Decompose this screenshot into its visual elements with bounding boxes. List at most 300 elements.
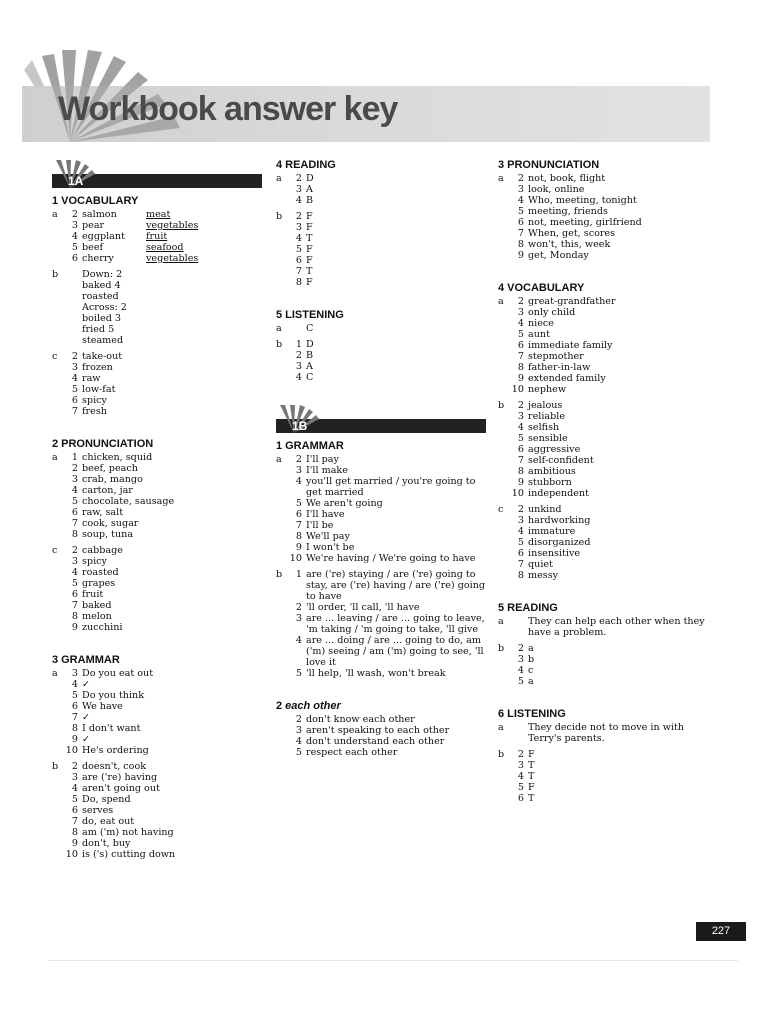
item-number: 6	[71, 701, 78, 712]
item-number: 3	[71, 668, 78, 679]
item-answer: F	[528, 749, 535, 760]
answer-item	[510, 676, 718, 687]
answer-item	[510, 250, 718, 261]
answer-item	[288, 498, 486, 509]
answer-item	[510, 184, 718, 195]
item-number: 7	[517, 351, 524, 362]
exercise-items	[510, 173, 718, 261]
answer-section	[498, 603, 718, 687]
item-answer: F	[306, 277, 313, 288]
item-answer: are ('re) having	[82, 772, 158, 783]
answer-item	[64, 362, 262, 373]
item-category: seafood	[146, 242, 184, 253]
item-answer: ✓	[82, 712, 91, 723]
item-answer: are ... doing / are ... going to do, am ('m) seeing / am ('m) going to see, 'll love it	[306, 635, 484, 668]
exercise-letter: b	[276, 339, 283, 350]
exercise-letter: b	[276, 569, 283, 580]
item-number: 10	[65, 849, 78, 860]
section-heading	[498, 160, 718, 171]
item-answer: roasted	[82, 567, 119, 578]
item-answer: chicken, squid	[82, 452, 153, 463]
unit-header	[52, 160, 262, 194]
answer-item	[510, 515, 718, 526]
answer-item	[510, 466, 718, 477]
answer-item	[64, 745, 262, 756]
answer-item	[510, 422, 718, 433]
item-answer: c	[528, 665, 534, 676]
item-number: 8	[295, 277, 302, 288]
answer-item	[64, 668, 262, 679]
item-answer: raw, salt	[82, 507, 124, 518]
item-answer: grapes	[82, 578, 116, 589]
section-title: LISTENING	[285, 309, 344, 321]
item-number: 9	[71, 734, 78, 745]
answer-item	[64, 496, 262, 507]
item-answer: great-grandfather	[528, 296, 616, 307]
exercise-items	[510, 400, 718, 499]
item-answer: doesn't, cook	[82, 761, 147, 772]
item-number: 4	[71, 485, 78, 496]
section-number: 2	[276, 700, 283, 712]
item-answer: He's ordering	[82, 745, 149, 756]
item-number: 4	[295, 736, 302, 747]
item-number: 4	[517, 318, 524, 329]
unit-burst-icon	[52, 160, 132, 188]
item-answer: aren't speaking to each other	[306, 725, 450, 736]
item-number: 5	[295, 747, 302, 758]
answer-item	[510, 616, 718, 638]
answer-item	[64, 712, 262, 723]
answer-item	[64, 209, 262, 220]
section-number: 3	[52, 654, 59, 666]
answer-item	[510, 444, 718, 455]
answer-item	[288, 255, 486, 266]
item-number: 7	[71, 600, 78, 611]
item-number: 2	[517, 504, 524, 515]
answer-item	[510, 654, 718, 665]
page-number: 227	[696, 922, 746, 941]
item-answer: you'll get married / you're going to get married	[306, 476, 476, 498]
item-answer: serves	[82, 805, 114, 816]
section-heading	[498, 709, 718, 720]
item-number	[510, 722, 528, 744]
answer-section	[52, 196, 262, 417]
item-answer: reliable	[528, 411, 566, 422]
item-answer: extended family	[528, 373, 606, 384]
item-number: 4	[71, 679, 78, 690]
answer-item	[510, 373, 718, 384]
section-number: 5	[276, 309, 283, 321]
exercise	[276, 339, 486, 383]
answer-item	[288, 569, 486, 602]
item-answer: A	[306, 184, 313, 195]
answer-item	[510, 362, 718, 373]
item-number: 6	[517, 444, 524, 455]
item-answer: I'll be	[306, 520, 334, 531]
item-answer: stepmother	[528, 351, 584, 362]
column-1	[52, 160, 262, 882]
item-answer: I'll have	[306, 509, 345, 520]
answer-item	[510, 206, 718, 217]
item-number: 2	[71, 545, 78, 556]
answer-item	[288, 244, 486, 255]
answer-item	[64, 794, 262, 805]
section-heading	[276, 160, 486, 171]
item-number	[64, 269, 82, 302]
item-answer: not, book, flight	[528, 173, 606, 184]
item-answer: Who, meeting, tonight	[528, 195, 637, 206]
item-answer: D	[306, 339, 314, 350]
answer-item	[64, 253, 262, 264]
answer-item	[510, 433, 718, 444]
item-answer: independent	[528, 488, 589, 499]
item-answer: respect each other	[306, 747, 398, 758]
item-number: 9	[517, 250, 524, 261]
item-answer: spicy	[82, 395, 107, 406]
exercise-letter: b	[52, 269, 59, 280]
item-answer: selfish	[528, 422, 560, 433]
answer-item	[510, 477, 718, 488]
item-answer: I'll make	[306, 465, 348, 476]
column-2	[276, 160, 486, 780]
item-number: 2	[71, 209, 78, 220]
item-answer: aunt	[528, 329, 550, 340]
item-number: 2	[295, 173, 302, 184]
item-answer: Do, spend	[82, 794, 131, 805]
answer-item	[288, 372, 486, 383]
item-number: 5	[71, 690, 78, 701]
answer-item	[64, 761, 262, 772]
item-number: 10	[511, 488, 524, 499]
answer-item	[288, 173, 486, 184]
item-category: vegetables	[146, 253, 199, 264]
item-number: 8	[295, 531, 302, 542]
exercise-letter: b	[498, 643, 505, 654]
item-answer: immediate family	[528, 340, 613, 351]
item-answer: I'll pay	[306, 454, 339, 465]
item-number: 5	[71, 242, 78, 253]
item-number: 5	[71, 384, 78, 395]
item-answer: messy	[528, 570, 559, 581]
answer-item	[510, 411, 718, 422]
section-number: 2	[52, 438, 59, 450]
answer-section	[498, 283, 718, 581]
answer-item	[510, 760, 718, 771]
item-number: 8	[517, 362, 524, 373]
answer-item	[64, 395, 262, 406]
item-answer: stubborn	[528, 477, 572, 488]
answer-section	[52, 655, 262, 860]
item-answer: F	[528, 782, 535, 793]
exercise-items	[288, 454, 486, 564]
exercise	[498, 400, 718, 499]
exercise	[498, 643, 718, 687]
exercise-letter: c	[52, 545, 58, 556]
answer-item	[64, 384, 262, 395]
section-title: READING	[507, 602, 558, 614]
item-answer: F	[306, 222, 313, 233]
item-number: 2	[517, 173, 524, 184]
answer-item	[288, 635, 486, 668]
item-answer: insensitive	[528, 548, 581, 559]
unit-label: 1A	[68, 174, 84, 188]
item-answer: melon	[82, 611, 112, 622]
exercise	[276, 173, 486, 206]
item-answer: spicy	[82, 556, 107, 567]
answer-section	[276, 441, 486, 679]
item-answer: beef	[82, 242, 104, 253]
item-number: 6	[71, 589, 78, 600]
item-number: 5	[517, 433, 524, 444]
item-number: 6	[517, 340, 524, 351]
answer-item	[510, 296, 718, 307]
section-title: READING	[285, 159, 336, 171]
item-number: 4	[71, 567, 78, 578]
item-number: 6	[517, 548, 524, 559]
exercise-items	[64, 545, 262, 633]
item-number: 4	[71, 231, 78, 242]
item-number: 8	[71, 529, 78, 540]
exercise-letter: a	[498, 173, 504, 184]
answer-item	[288, 211, 486, 222]
exercise-letter: b	[276, 211, 283, 222]
item-number: 4	[517, 526, 524, 537]
item-answer: They decide not to move in with Terry's parents.	[528, 722, 685, 744]
item-answer: low-fat	[82, 384, 116, 395]
item-number: 10	[65, 745, 78, 756]
answer-item	[288, 542, 486, 553]
answer-item	[510, 340, 718, 351]
answer-section	[276, 310, 486, 383]
exercise-items	[510, 616, 718, 638]
answer-item	[64, 622, 262, 633]
exercise	[276, 211, 486, 288]
item-number: 5	[71, 496, 78, 507]
answer-item	[64, 600, 262, 611]
exercise	[52, 545, 262, 633]
item-number: 7	[71, 712, 78, 723]
answer-item	[288, 476, 486, 498]
item-answer: take-out	[82, 351, 123, 362]
answer-item	[510, 526, 718, 537]
item-answer: nephew	[528, 384, 567, 395]
answer-item	[288, 184, 486, 195]
answer-item	[64, 556, 262, 567]
section-title: LISTENING	[507, 708, 566, 720]
exercise	[276, 454, 486, 564]
answer-item	[64, 578, 262, 589]
exercise-items	[510, 296, 718, 395]
exercise	[52, 269, 262, 346]
section-title: VOCABULARY	[507, 282, 585, 294]
item-category: meat	[146, 209, 171, 220]
section-number: 1	[52, 195, 59, 207]
item-answer: zucchini	[82, 622, 123, 633]
answer-item	[64, 406, 262, 417]
answer-item	[510, 504, 718, 515]
item-number: 2	[295, 714, 302, 725]
item-answer: 'll order, 'll call, 'll have	[306, 602, 420, 613]
section-number: 4	[498, 282, 505, 294]
answer-section	[276, 160, 486, 288]
item-number: 7	[517, 228, 524, 239]
item-number: 2	[71, 351, 78, 362]
section-number: 1	[276, 440, 283, 452]
item-number: 5	[71, 794, 78, 805]
answer-item	[288, 725, 486, 736]
item-number: 2	[517, 400, 524, 411]
answer-item	[510, 559, 718, 570]
answer-item	[64, 269, 262, 302]
answer-item	[288, 350, 486, 361]
item-answer: Down: 2 baked 4 roasted	[82, 269, 123, 302]
item-number: 3	[295, 222, 302, 233]
answer-item	[64, 805, 262, 816]
unit-burst-icon	[276, 405, 356, 433]
answer-section	[52, 439, 262, 633]
exercise-letter: c	[498, 504, 504, 515]
answer-item	[64, 507, 262, 518]
section-heading	[276, 701, 486, 712]
exercise	[498, 722, 718, 744]
answer-item	[288, 339, 486, 350]
answer-item	[288, 714, 486, 725]
item-answer: not, meeting, girlfriend	[528, 217, 642, 228]
item-number: 5	[295, 498, 302, 509]
section-heading	[52, 655, 262, 666]
exercise	[52, 452, 262, 540]
item-answer: soup, tuna	[82, 529, 134, 540]
item-number: 5	[517, 782, 524, 793]
exercise-items	[64, 269, 262, 346]
exercise	[276, 714, 486, 758]
item-answer: I won't be	[306, 542, 355, 553]
answer-item	[64, 783, 262, 794]
item-number: 5	[517, 206, 524, 217]
exercise-letter: a	[52, 452, 58, 463]
item-number: 6	[295, 255, 302, 266]
answer-item	[64, 529, 262, 540]
item-answer: cherry	[82, 253, 114, 264]
answer-item	[64, 231, 262, 242]
item-answer: I don't want	[82, 723, 141, 734]
answer-item	[510, 307, 718, 318]
item-number: 4	[295, 372, 302, 383]
item-answer: carton, jar	[82, 485, 133, 496]
item-answer: hardworking	[528, 515, 591, 526]
item-number: 8	[517, 239, 524, 250]
item-number: 3	[517, 515, 524, 526]
item-number: 3	[71, 220, 78, 231]
item-answer: D	[306, 173, 314, 184]
item-answer: raw	[82, 373, 101, 384]
item-number: 10	[289, 553, 302, 564]
answer-item	[64, 611, 262, 622]
exercise-items	[64, 668, 262, 756]
item-answer: We have	[82, 701, 123, 712]
item-number	[64, 302, 82, 346]
answer-section	[276, 701, 486, 758]
item-number: 2	[71, 463, 78, 474]
item-answer: self-confident	[528, 455, 594, 466]
section-number: 6	[498, 708, 505, 720]
item-number: 3	[517, 654, 524, 665]
item-number: 8	[71, 827, 78, 838]
item-answer: eggplant	[82, 231, 125, 242]
item-number: 2	[517, 643, 524, 654]
item-answer: do, eat out	[82, 816, 135, 827]
item-answer: A	[306, 361, 313, 372]
item-number: 4	[71, 373, 78, 384]
answer-item	[288, 277, 486, 288]
item-answer: fruit	[82, 589, 104, 600]
section-heading	[276, 441, 486, 452]
exercise-items	[510, 722, 718, 744]
item-number: 8	[517, 570, 524, 581]
item-answer: is ('s) cutting down	[82, 849, 176, 860]
item-number: 5	[517, 676, 524, 687]
answer-item	[510, 749, 718, 760]
answer-item	[510, 771, 718, 782]
item-answer: aggressive	[528, 444, 581, 455]
item-answer: don't know each other	[306, 714, 415, 725]
exercise-items	[64, 209, 262, 264]
exercise-items	[510, 749, 718, 804]
item-number: 4	[517, 665, 524, 676]
item-answer: Do you think	[82, 690, 145, 701]
item-answer: F	[306, 211, 313, 222]
exercise-letter: b	[498, 749, 505, 760]
item-answer: C	[306, 372, 314, 383]
answer-item	[64, 485, 262, 496]
answer-item	[64, 452, 262, 463]
item-category: vegetables	[146, 220, 199, 231]
exercise-letter: a	[276, 323, 282, 334]
item-answer: baked	[82, 600, 112, 611]
answer-item	[288, 233, 486, 244]
answer-item	[64, 351, 262, 362]
item-number: 4	[517, 195, 524, 206]
exercise-letter: a	[498, 616, 504, 627]
item-number: 4	[295, 635, 302, 646]
item-number: 3	[517, 307, 524, 318]
exercise	[52, 209, 262, 264]
item-number: 4	[71, 783, 78, 794]
answer-item	[510, 239, 718, 250]
item-category: fruit	[146, 231, 168, 242]
answer-item	[510, 400, 718, 411]
answer-item	[64, 816, 262, 827]
answer-item	[510, 793, 718, 804]
item-answer: get, Monday	[528, 250, 589, 261]
item-answer: Across: 2 boiled 3 fried 5 steamed	[82, 302, 127, 346]
item-number: 3	[295, 613, 302, 624]
exercise-items	[288, 569, 486, 679]
item-number	[288, 323, 306, 334]
item-number: 1	[71, 452, 78, 463]
answer-item	[64, 679, 262, 690]
exercise-letter: b	[52, 761, 59, 772]
exercise	[498, 616, 718, 638]
item-answer: T	[306, 266, 313, 277]
item-answer: don't, buy	[82, 838, 131, 849]
item-number: 9	[517, 477, 524, 488]
item-answer: meeting, friends	[528, 206, 608, 217]
item-answer: sensible	[528, 433, 568, 444]
item-answer: cabbage	[82, 545, 123, 556]
item-answer: chocolate, sausage	[82, 496, 175, 507]
item-number: 4	[295, 233, 302, 244]
